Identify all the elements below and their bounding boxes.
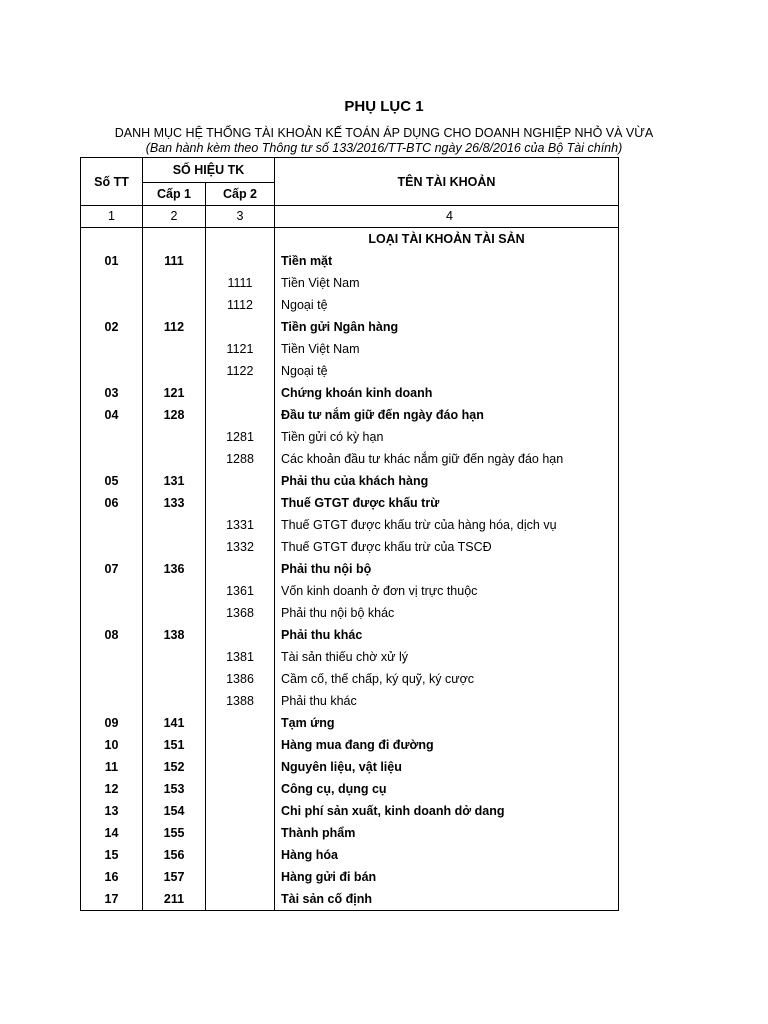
table-row xyxy=(81,492,619,514)
row-stt: 04 xyxy=(81,404,143,426)
row-account-name: Tài sản thiếu chờ xử lý xyxy=(275,646,619,668)
row-cap1 xyxy=(143,294,206,316)
row-stt: 07 xyxy=(81,558,143,580)
row-cap1: 154 xyxy=(143,800,206,822)
row-cap1 xyxy=(143,338,206,360)
table-row xyxy=(81,734,619,756)
row-stt xyxy=(81,448,143,470)
row-stt: 12 xyxy=(81,778,143,800)
row-cap1 xyxy=(143,448,206,470)
row-account-name: Công cụ, dụng cụ xyxy=(275,778,619,800)
table-row xyxy=(81,514,619,536)
table-row xyxy=(81,778,619,800)
table-row xyxy=(81,382,619,404)
row-account-name: Thuế GTGT được khấu trừ xyxy=(275,492,619,514)
row-cap2 xyxy=(206,492,275,514)
row-stt: 16 xyxy=(81,866,143,888)
row-stt xyxy=(81,668,143,690)
row-cap2 xyxy=(206,250,275,272)
row-stt: 06 xyxy=(81,492,143,514)
row-cap2: 1288 xyxy=(206,448,275,470)
row-cap2 xyxy=(206,778,275,800)
table-row xyxy=(81,448,619,470)
row-account-name: Chi phí sản xuất, kinh doanh dở dang xyxy=(275,800,619,822)
row-account-name: Tài sản cố định xyxy=(275,888,619,911)
row-stt: 10 xyxy=(81,734,143,756)
row-stt: 03 xyxy=(81,382,143,404)
table-row xyxy=(81,558,619,580)
row-cap2 xyxy=(206,624,275,646)
row-stt xyxy=(81,602,143,624)
row-account-name: Các khoản đầu tư khác nắm giữ đến ngày đáo hạn xyxy=(275,448,619,470)
row-cap2: 1122 xyxy=(206,360,275,382)
row-cap1: 155 xyxy=(143,822,206,844)
table-row xyxy=(81,360,619,382)
section-title: LOẠI TÀI KHOẢN TÀI SẢN xyxy=(275,228,619,251)
row-stt xyxy=(81,426,143,448)
table-row xyxy=(81,316,619,338)
row-cap2: 1388 xyxy=(206,690,275,712)
row-cap2: 1381 xyxy=(206,646,275,668)
row-cap1 xyxy=(143,426,206,448)
row-account-name: Hàng hóa xyxy=(275,844,619,866)
row-stt: 14 xyxy=(81,822,143,844)
row-stt: 15 xyxy=(81,844,143,866)
row-account-name: Ngoại tệ xyxy=(275,360,619,382)
row-stt xyxy=(81,338,143,360)
row-account-name: Cầm cố, thế chấp, ký quỹ, ký cược xyxy=(275,668,619,690)
row-account-name: Chứng khoán kinh doanh xyxy=(275,382,619,404)
row-account-name: Tiền mặt xyxy=(275,250,619,272)
row-cap2 xyxy=(206,470,275,492)
table-row xyxy=(81,580,619,602)
row-stt xyxy=(81,514,143,536)
row-stt xyxy=(81,272,143,294)
row-cap2: 1386 xyxy=(206,668,275,690)
row-account-name: Tạm ứng xyxy=(275,712,619,734)
header-cap2: Cấp 2 xyxy=(206,183,275,206)
row-account-name: Tiền gửi Ngân hàng xyxy=(275,316,619,338)
row-cap2 xyxy=(206,866,275,888)
row-cap2 xyxy=(206,888,275,911)
row-stt xyxy=(81,580,143,602)
section-row xyxy=(81,228,619,251)
row-cap2 xyxy=(206,558,275,580)
row-cap1: 152 xyxy=(143,756,206,778)
row-cap2 xyxy=(206,800,275,822)
row-cap1: 153 xyxy=(143,778,206,800)
column-number: 2 xyxy=(143,206,206,228)
row-cap1: 136 xyxy=(143,558,206,580)
table-row xyxy=(81,800,619,822)
row-stt: 09 xyxy=(81,712,143,734)
page-title: PHỤ LỤC 1 xyxy=(344,98,424,115)
row-stt xyxy=(81,294,143,316)
row-account-name: Hàng gửi đi bán xyxy=(275,866,619,888)
row-account-name: Thành phẩm xyxy=(275,822,619,844)
table-row xyxy=(81,404,619,426)
header-stt: Số TT xyxy=(81,158,143,206)
row-cap1: 121 xyxy=(143,382,206,404)
row-cap1 xyxy=(143,602,206,624)
row-cap2: 1111 xyxy=(206,272,275,294)
row-cap2 xyxy=(206,844,275,866)
table-row xyxy=(81,426,619,448)
row-cap1: 141 xyxy=(143,712,206,734)
row-cap1: 157 xyxy=(143,866,206,888)
row-cap1: 112 xyxy=(143,316,206,338)
row-cap1: 151 xyxy=(143,734,206,756)
row-cap1: 138 xyxy=(143,624,206,646)
row-stt xyxy=(81,360,143,382)
header-ten: TÊN TÀI KHOẢN xyxy=(275,158,619,206)
row-cap2 xyxy=(206,404,275,426)
row-account-name: Đầu tư nắm giữ đến ngày đáo hạn xyxy=(275,404,619,426)
row-cap2: 1331 xyxy=(206,514,275,536)
table-row xyxy=(81,822,619,844)
row-cap2 xyxy=(206,382,275,404)
table-row xyxy=(81,712,619,734)
row-cap1: 131 xyxy=(143,470,206,492)
row-cap1: 156 xyxy=(143,844,206,866)
row-account-name: Thuế GTGT được khấu trừ của TSCĐ xyxy=(275,536,619,558)
accounts-table xyxy=(80,157,619,911)
row-cap2 xyxy=(206,756,275,778)
table-row xyxy=(81,668,619,690)
table-row xyxy=(81,294,619,316)
column-number: 4 xyxy=(275,206,619,228)
table-row xyxy=(81,624,619,646)
row-account-name: Phải thu nội bộ khác xyxy=(275,602,619,624)
table-row xyxy=(81,844,619,866)
issuance-note: (Ban hành kèm theo Thông tư số 133/2016/TT-BTC ngày 26/8/2016 của Bộ Tài chính) xyxy=(145,141,623,155)
table-row xyxy=(81,646,619,668)
row-stt: 13 xyxy=(81,800,143,822)
header-row xyxy=(81,158,619,183)
row-cap1 xyxy=(143,360,206,382)
header-cap1: Cấp 1 xyxy=(143,183,206,206)
row-stt: 01 xyxy=(81,250,143,272)
row-account-name: Tiền Việt Nam xyxy=(275,272,619,294)
row-account-name: Phải thu của khách hàng xyxy=(275,470,619,492)
table-row xyxy=(81,272,619,294)
row-cap1 xyxy=(143,272,206,294)
row-cap1: 211 xyxy=(143,888,206,911)
row-cap1 xyxy=(143,580,206,602)
row-cap1 xyxy=(143,690,206,712)
row-cap1 xyxy=(143,536,206,558)
row-cap2 xyxy=(206,316,275,338)
column-number: 3 xyxy=(206,206,275,228)
row-cap1: 133 xyxy=(143,492,206,514)
row-stt: 08 xyxy=(81,624,143,646)
table-row xyxy=(81,866,619,888)
table-row xyxy=(81,602,619,624)
row-cap2: 1281 xyxy=(206,426,275,448)
row-cap1 xyxy=(143,514,206,536)
row-account-name: Phải thu nội bộ xyxy=(275,558,619,580)
table-row xyxy=(81,250,619,272)
table-row xyxy=(81,470,619,492)
row-account-name: Tiền gửi có kỳ hạn xyxy=(275,426,619,448)
row-stt: 11 xyxy=(81,756,143,778)
document-subtitle: DANH MỤC HỆ THỐNG TÀI KHOẢN KẾ TOÁN ÁP DỤNG CHO DOANH NGHIỆP NHỎ VÀ VỪA xyxy=(114,126,654,140)
column-number: 1 xyxy=(81,206,143,228)
row-stt: 05 xyxy=(81,470,143,492)
table-row xyxy=(81,756,619,778)
row-stt xyxy=(81,646,143,668)
row-cap2: 1368 xyxy=(206,602,275,624)
row-account-name: Thuế GTGT được khấu trừ của hàng hóa, dịch vụ xyxy=(275,514,619,536)
header-so-hieu: SỐ HIỆU TK xyxy=(143,158,275,183)
table-row xyxy=(81,338,619,360)
row-account-name: Nguyên liệu, vật liệu xyxy=(275,756,619,778)
row-account-name: Phải thu khác xyxy=(275,624,619,646)
row-account-name: Vốn kinh doanh ở đơn vị trực thuộc xyxy=(275,580,619,602)
row-cap1: 128 xyxy=(143,404,206,426)
row-stt xyxy=(81,690,143,712)
row-cap2: 1121 xyxy=(206,338,275,360)
row-account-name: Phải thu khác xyxy=(275,690,619,712)
row-cap2: 1361 xyxy=(206,580,275,602)
table-row xyxy=(81,888,619,911)
row-cap1 xyxy=(143,668,206,690)
table-row xyxy=(81,536,619,558)
column-number-row xyxy=(81,206,619,228)
row-stt: 17 xyxy=(81,888,143,911)
row-account-name: Tiền Việt Nam xyxy=(275,338,619,360)
row-cap2: 1112 xyxy=(206,294,275,316)
row-account-name: Hàng mua đang đi đường xyxy=(275,734,619,756)
row-cap2 xyxy=(206,712,275,734)
row-cap2 xyxy=(206,734,275,756)
table-row xyxy=(81,690,619,712)
row-stt: 02 xyxy=(81,316,143,338)
row-stt xyxy=(81,536,143,558)
row-account-name: Ngoại tệ xyxy=(275,294,619,316)
row-cap1 xyxy=(143,646,206,668)
row-cap2: 1332 xyxy=(206,536,275,558)
row-cap1: 111 xyxy=(143,250,206,272)
row-cap2 xyxy=(206,822,275,844)
